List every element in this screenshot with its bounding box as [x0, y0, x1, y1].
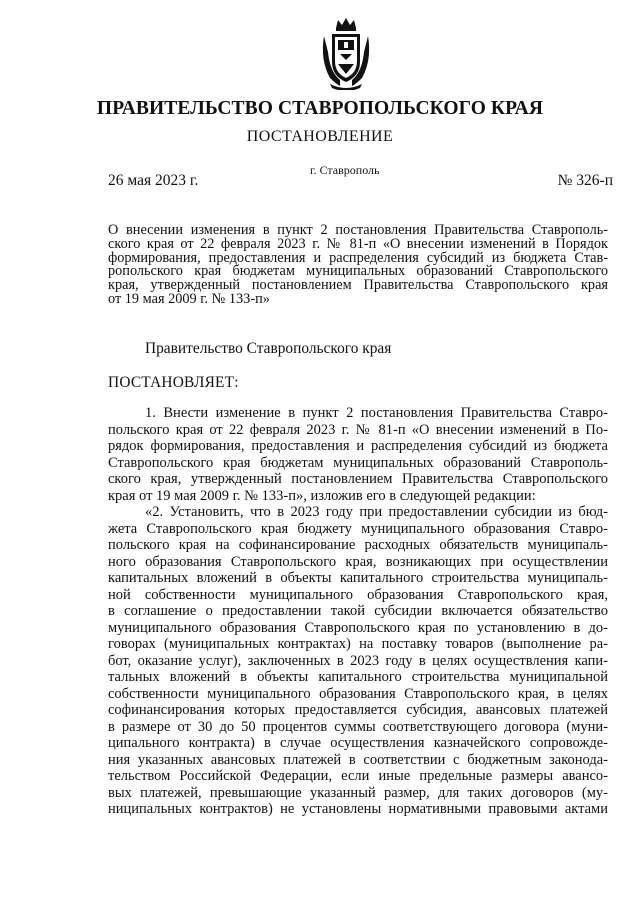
decree-word: ПОСТАНОВЛЯЕТ: — [108, 374, 239, 391]
body-line: ципального контракта) в случае осуществления казначейского сопровожде- — [108, 735, 608, 751]
body-line: ниципальных контрактов) не установлены нормативными правовыми актами — [108, 801, 608, 817]
document-type: ПОСТАНОВЛЕНИЕ — [246, 128, 394, 145]
document-date: 26 мая 2023 г. — [108, 172, 199, 189]
subject-line: края, утвержденный постановлением Правительства Ставропольского края — [108, 277, 608, 294]
body-line: муниципального образования Ставропольского края по установлению в до- — [108, 619, 608, 636]
subject-line: ропольского края бюджетам муниципальных образований Ставропольского — [108, 263, 608, 280]
body-line: ния указанных авансовых платежей в соответствии с бюджетным законода- — [108, 751, 608, 768]
subject-line: О внесении изменения в пункт 2 постановления Правительства Ставрополь- — [108, 222, 608, 238]
organization-title: ПРАВИТЕЛЬСТВО СТАВРОПОЛЬСКОГО КРАЯ — [96, 98, 544, 119]
subject-line: формирования, предоставления и распределения субсидий из бюджета Став- — [108, 249, 608, 266]
subject-line: ского края от 22 февраля 2023 г. № 81-п «О внесении изменений в Порядок — [108, 235, 608, 252]
body-line: в соглашение о предоставлении такой субсидии включается обязательство — [108, 603, 608, 619]
body-line: ского края, утвержденный постановлением Правительства Ставропольского — [108, 471, 608, 487]
body-line: рядок формирования, предоставления и распределения субсидий из бюджета — [108, 438, 608, 454]
coat-of-arms-emblem — [318, 16, 374, 90]
document-subject — [108, 224, 608, 307]
body-line: вых платежей, превышающие указанный размер, для таких договоров (му- — [108, 784, 608, 801]
body-line: 1. Внести изменение в пункт 2 постановления Правительства Ставро- — [145, 405, 608, 421]
body-line: польского края на софинансирование расходных обязательств муниципаль- — [108, 537, 608, 553]
body-line: жета Ставропольского края бюджету муниципального образования Ставро- — [108, 520, 608, 537]
body-line: софинансирования которых предоставляется субсидия, авансовых платежей — [108, 702, 608, 718]
body-line: капитальных вложений в объекты капитального строительства муниципаль- — [108, 570, 608, 586]
body-line: «2. Установить, что в 2023 году при предоставлении субсидии из бюд- — [145, 504, 608, 520]
preamble: Правительство Ставропольского края — [145, 340, 392, 357]
body-line: говорах (муниципальных контрактах) на поставку товаров (выполнение ра- — [108, 636, 608, 652]
body-line: тельством Российской Федерации, если иные предельные размеры авансо- — [108, 768, 608, 784]
city: г. Ставрополь — [310, 163, 380, 177]
body-line: польского края от 22 февраля 2023 г. № 81-п «О внесении изменений в По- — [108, 421, 608, 438]
body-line: бот, оказание услуг), заключенных в 2023 году в целях осуществления капи- — [108, 652, 608, 669]
subject-line: от 19 мая 2009 г. № 133-п» — [108, 290, 270, 307]
body-line: в размере от 30 до 50 процентов суммы соответствующего договора (муни- — [108, 718, 608, 735]
document-body — [108, 405, 608, 818]
body-line: собственности муниципального образования Ставропольского края, в целях — [108, 685, 608, 702]
body-line: ной собственности муниципального образования Ставропольского края, — [108, 586, 608, 603]
document-number: № 326-п — [557, 172, 613, 189]
body-line: Ставропольского края бюджетам муниципальных образований Ставрополь- — [108, 454, 608, 471]
body-line: ного образования Ставропольского края, возникающих при осуществлении — [108, 553, 608, 570]
body-line: края от 19 мая 2009 г. № 133-п», изложив его в следующей редакции: — [108, 487, 536, 504]
body-line: тальных вложений в объекты капитального строительства муниципальной — [108, 669, 608, 685]
